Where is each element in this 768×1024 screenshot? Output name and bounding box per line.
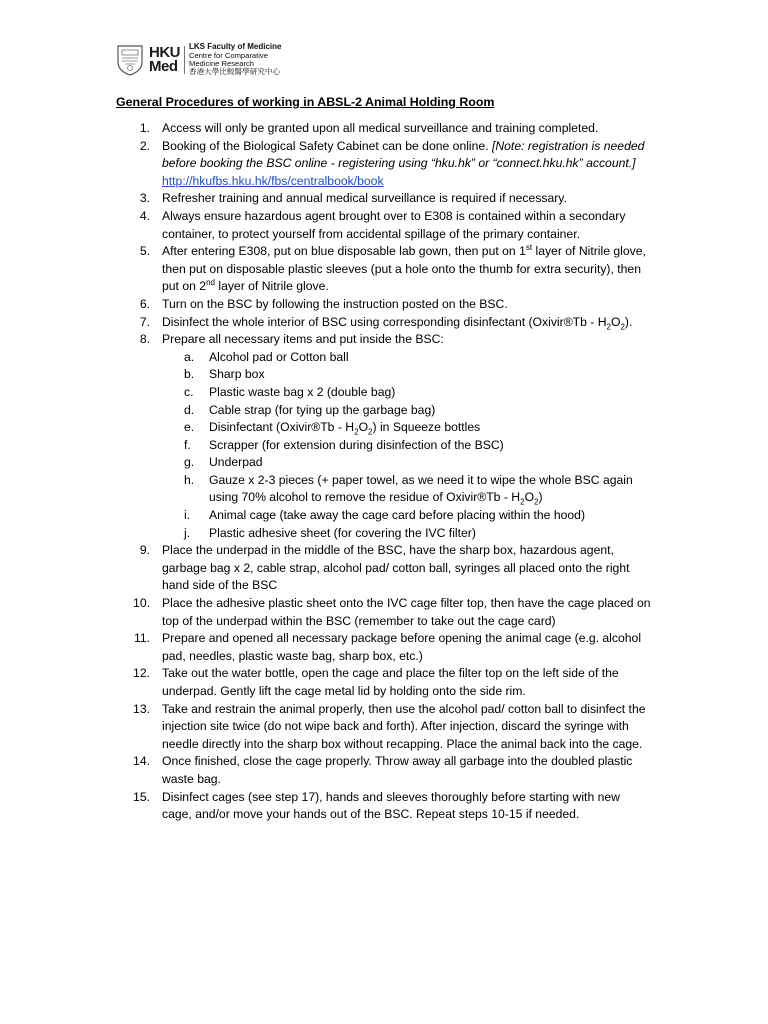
step-text: Place the adhesive plastic sheet onto the IVC cage filter top, then have the cage placed on top of the underpad within the BSC (remember to take out the cage card): [162, 596, 651, 628]
item-letter: e.: [184, 420, 195, 435]
list-item: [162, 507, 652, 525]
wordmark-line1: HKU: [149, 44, 180, 61]
items-list: [162, 349, 652, 543]
procedure-list: [0, 120, 768, 824]
step-item: [0, 753, 652, 788]
step-text: Take and restrain the animal properly, then use the alcohol pad/ cotton ball to disinfect the injection site twice (do not wipe back and forth). After injection, discard the syringe with needle directly into the sharp box without recapping. Place the animal back into the cage.: [162, 701, 646, 751]
item-text: Plastic adhesive sheet (for covering the IVC filter): [209, 525, 476, 540]
wordmark-line2: Med: [149, 58, 178, 75]
step-number: 9.: [139, 543, 150, 558]
centre-name-line1: Centre for Comparative: [189, 50, 268, 60]
item-text: Cable strap (for tying up the garbage bag): [209, 402, 436, 417]
step-text: Once finished, close the cage properly. Throw away all garbage into the doubled plastic waste bag.: [162, 754, 633, 786]
step-text: Refresher training and annual medical surveillance is required if necessary.: [162, 191, 567, 206]
step-text: Always ensure hazardous agent brought over to E308 is contained within a secondary container, to protect yourself from accidental spillage of the primary container.: [162, 208, 626, 241]
subscript: 2: [354, 427, 359, 437]
step-item: [0, 314, 652, 332]
item-text: Plastic waste bag x 2 (double bag): [209, 384, 396, 399]
item-letter: a.: [184, 349, 195, 364]
list-item: [162, 384, 652, 402]
item-text: Scrapper (for extension during disinfection of the BSC): [209, 437, 504, 452]
list-item: [162, 472, 652, 507]
step-item: [0, 190, 652, 208]
header-logo: [116, 40, 281, 80]
list-item: [162, 419, 652, 437]
registration-note: [Note: registration is needed before booking the BSC online - registering using “hku.hk” or “connect.hku.hk” account.]: [162, 138, 645, 171]
step-item: [0, 789, 652, 824]
step-text: layer of Nitrile glove.: [214, 279, 329, 294]
step-text: Turn on the BSC by following the instruction posted on the BSC.: [162, 296, 508, 311]
step-number: 12.: [133, 666, 150, 681]
faculty-name: LKS Faculty of Medicine: [189, 42, 282, 52]
item-letter: c.: [184, 384, 194, 399]
centre-chinese-name: 香港大學比較醫學研究中心: [189, 67, 281, 77]
step-number: 10.: [133, 596, 150, 611]
item-text: Underpad: [209, 455, 263, 470]
step-number: 3.: [139, 191, 150, 206]
step-number: 13.: [133, 701, 150, 716]
step-number: 2.: [139, 138, 150, 153]
item-text: Disinfectant (Oxivir®Tb - H: [209, 420, 355, 435]
step-item: [0, 120, 652, 138]
item-text: ): [538, 490, 543, 505]
step-item: [0, 243, 652, 296]
list-item: [162, 437, 652, 455]
item-letter: f.: [184, 437, 191, 452]
step-number: 6.: [139, 296, 150, 311]
step-number: 1.: [139, 121, 150, 135]
hkumed-wordmark: [149, 46, 185, 74]
list-item: [162, 366, 652, 384]
item-letter: j.: [184, 525, 191, 540]
centre-name-line2: Medicine Research: [189, 59, 254, 68]
step-item: [0, 701, 652, 754]
ordinal-suffix: nd: [206, 278, 215, 288]
list-item: [162, 454, 652, 472]
step-item: [0, 296, 652, 314]
step-item: [0, 542, 652, 595]
list-item: [162, 402, 652, 420]
step-text: After entering E308, put on blue disposable lab gown, then put on 1: [162, 244, 526, 259]
item-text: Sharp box: [209, 367, 265, 382]
item-letter: g.: [184, 455, 195, 470]
step-text: Prepare all necessary items and put inside the BSC:: [162, 332, 444, 347]
list-item: [162, 349, 652, 367]
step-text: Place the underpad in the middle of the BSC, have the sharp box, hazardous agent, garbage bag x 2, cable strap, alcohol pad/ cotton ball, syringes all placed onto the right hand side of the BSC: [162, 543, 630, 593]
step-text: Prepare and opened all necessary package before opening the animal cage (e.g. alcohol pad, needles, plastic waste bag, sharp box, etc.): [162, 631, 642, 663]
subscript: 2: [520, 497, 525, 507]
item-letter: d.: [184, 402, 195, 417]
step-number: 11.: [133, 631, 150, 646]
item-text: Gauze x 2-3 pieces (+ paper towel, as we need it to wipe the whole BSC again using 70% alcohol to remove the residue of Oxivir®Tb - H: [209, 472, 633, 505]
step-number: 15.: [133, 789, 150, 804]
item-text: Alcohol pad or Cotton ball: [209, 349, 349, 364]
step-number: 7.: [139, 314, 150, 329]
item-text: O: [358, 420, 369, 435]
step-item: [0, 630, 652, 665]
university-crest-icon: [116, 44, 144, 76]
step-text: Disinfect cages (see step 17), hands and sleeves thoroughly before starting with new cage, and/or move your hands out of the BSC. Repeat steps 10-15 if needed.: [162, 789, 620, 822]
item-letter: i.: [184, 508, 191, 523]
logo-text: [189, 43, 281, 77]
step-number: 14.: [133, 754, 150, 769]
subscript: 2: [368, 427, 373, 437]
step-item: [0, 595, 652, 630]
step-number: 8.: [139, 332, 150, 347]
page-title: General Procedures of working in ABSL-2 Animal Holding Room: [116, 95, 495, 109]
item-letter: b.: [184, 367, 195, 382]
item-text: ) in Squeeze bottles: [372, 420, 481, 435]
step-text: ).: [624, 314, 633, 329]
booking-link[interactable]: http://hkufbs.hku.hk/fbs/centralbook/book: [162, 173, 384, 188]
step-number: 4.: [139, 208, 150, 223]
item-text: O: [524, 490, 535, 505]
item-letter: h.: [184, 472, 195, 487]
step-text: O: [610, 314, 621, 329]
step-text: layer of Nitrile glove, then put on disposable plastic sleeves (put a hole onto the thumb for extra security), then put on 2: [162, 244, 646, 294]
step-item: [0, 138, 652, 191]
step-item: [0, 208, 652, 243]
step-item: [0, 331, 652, 542]
step-item: [0, 665, 652, 700]
ordinal-suffix: st: [525, 243, 533, 253]
step-number: 5.: [139, 244, 150, 259]
step-text: Booking of the Biological Safety Cabinet can be done online.: [162, 138, 492, 153]
step-text: Disinfect the whole interior of BSC using corresponding disinfectant (Oxivir®Tb - H: [162, 314, 607, 329]
subscript: 2: [606, 321, 611, 331]
item-text: Animal cage (take away the cage card before placing within the hood): [209, 508, 586, 523]
step-text: Take out the water bottle, open the cage and place the filter top on the left side of the underpad. Gently lift the cage metal lid by holding onto the side rim.: [162, 666, 619, 698]
subscript: 2: [534, 497, 539, 507]
subscript: 2: [620, 321, 625, 331]
step-text: Access will only be granted upon all medical surveillance and training completed.: [162, 121, 599, 135]
list-item: [162, 525, 652, 543]
